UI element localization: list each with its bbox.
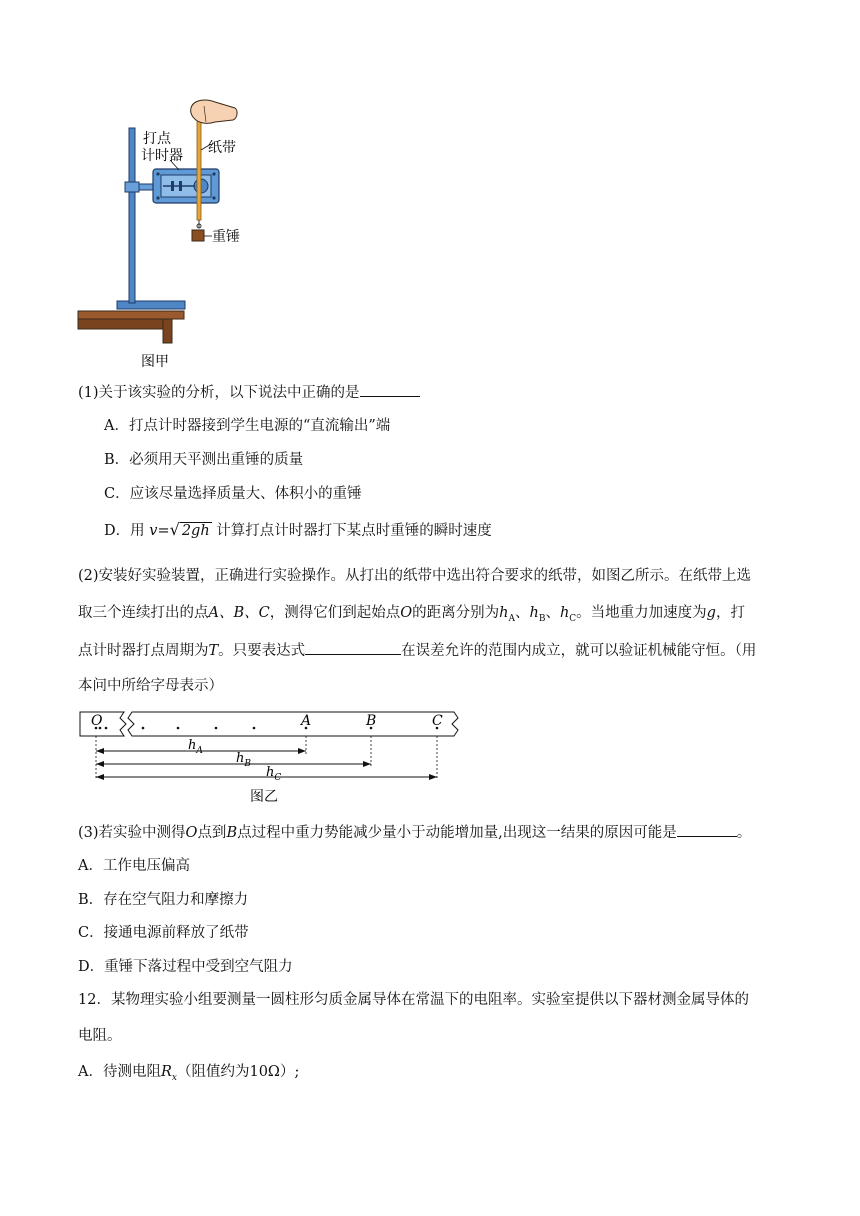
figure-b-tape bbox=[76, 708, 466, 808]
q2-line-4: 本问中所给字母表示） bbox=[78, 678, 223, 694]
point-label-c: C bbox=[432, 713, 443, 729]
stand-base bbox=[117, 301, 185, 309]
q1-option-c: C．应该尽量选择质量大、体积小的重锤 bbox=[104, 486, 362, 502]
label-timer-2: 计时器 bbox=[141, 148, 183, 164]
clamp bbox=[125, 182, 139, 192]
q3-option-c: C．接通电源前释放了纸带 bbox=[78, 925, 249, 941]
q1-option-a: A．打点计时器接到学生电源的“直流输出”端 bbox=[104, 418, 391, 434]
table-top bbox=[78, 311, 184, 319]
hand bbox=[191, 100, 237, 123]
table-leg bbox=[163, 319, 172, 343]
sqrt-icon: √ bbox=[169, 520, 180, 539]
figure-b-caption: 图乙 bbox=[250, 789, 278, 805]
q1-stem: (1)关于该实验的分析，以下说法中正确的是 bbox=[78, 382, 420, 403]
q1-option-b: B．必须用天平测出重锤的质量 bbox=[104, 452, 304, 468]
sqrt-radicand: 2gh bbox=[181, 523, 210, 539]
q3-option-b: B．存在空气阻力和摩擦力 bbox=[78, 892, 249, 908]
q2-line-1: (2)安装好实验装置，正确进行实验操作。从打出的纸带中选出符合要求的纸带，如图乙所示。在纸带上选 bbox=[78, 568, 752, 584]
stand-rod bbox=[129, 128, 135, 303]
tape-left-segment bbox=[80, 712, 126, 736]
q12-line-2: 电阻。 bbox=[78, 1028, 122, 1044]
tape-right-segment bbox=[128, 712, 458, 736]
figure-a-caption: 图甲 bbox=[141, 354, 169, 370]
point-label-b: B bbox=[366, 713, 377, 729]
point-label-o: O bbox=[91, 713, 103, 729]
q2-line-2: 取三个连续打出的点A、B、C，测得它们到起始点O的距离分别为$h_A$、$h_B$、$h_C$。当地重力加速度为g，打 bbox=[78, 605, 745, 624]
q3-stem: (3)若实验中测得O点到B点过程中重力势能减少量小于动能增加量,出现这一结果的原因可能是 。 bbox=[78, 822, 751, 843]
label-timer-1: 打点 bbox=[143, 131, 171, 147]
heavy-weight bbox=[192, 230, 204, 241]
q3-option-a: A．工作电压偏高 bbox=[78, 858, 190, 874]
dim-label-hc: $h_C$ bbox=[266, 765, 282, 783]
dim-arrow-hb bbox=[96, 761, 371, 767]
answer-blank-q1[interactable] bbox=[360, 382, 420, 397]
answer-blank-q2[interactable] bbox=[305, 640, 401, 655]
q3-option-d: D．重锤下落过程中受到空气阻力 bbox=[78, 959, 293, 975]
q1-option-d: D．用 v=√ 2gh 计算打点计时器打下某点时重锤的瞬时速度 bbox=[104, 520, 492, 539]
dim-label-ha: $h_A$ bbox=[188, 738, 203, 756]
q12-option-a: A．待测电阻$R_x$（阻值约为10Ω）; bbox=[78, 1064, 300, 1083]
point-label-a: A bbox=[301, 713, 312, 729]
answer-blank-q3[interactable] bbox=[677, 822, 737, 837]
q12-line-1: 12．某物理实验小组要测量一圆柱形匀质金属导体在常温下的电阻率。实验室提供以下器材测金属导体的 bbox=[78, 992, 749, 1008]
dim-label-hb: $h_B$ bbox=[236, 751, 251, 769]
q2-line-3: 点计时器打点周期为T。只要表达式 在误差允许的范围内成立，就可以验证机械能守恒。（用 bbox=[78, 640, 756, 661]
label-tape: 纸带 bbox=[208, 140, 236, 156]
table-body bbox=[78, 319, 172, 329]
label-weight: 重锤 bbox=[212, 229, 240, 245]
figure-a-apparatus bbox=[75, 98, 275, 380]
paper-tape bbox=[197, 110, 201, 220]
